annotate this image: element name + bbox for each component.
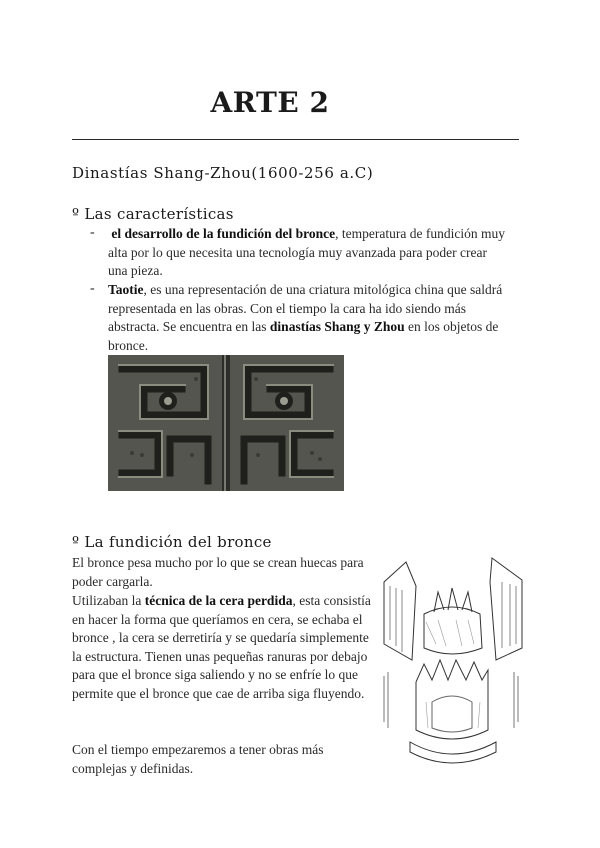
dynasties-term: dinastías Shang y Zhou bbox=[269, 319, 405, 334]
lost-wax-term: técnica de la cera perdida bbox=[144, 593, 293, 608]
page-title: ARTE 2 bbox=[210, 86, 330, 119]
casting-paragraph-3: Con el tiempo empezaremos a tener obras más complejas y definidas. bbox=[72, 742, 324, 776]
taotie-bronze-image bbox=[108, 355, 344, 491]
paragraph-text: , esta consistía en hacer la forma que queríamos en cera, se echaba el bronce , la cera se derretiría y se quedaría simplemente la estructura. Tienen unas pequeñas ranuras por debajo para que el bronce siga saliendo y no se enfríe lo que permite que el bronce que cae de arriba siga fluyendo. bbox=[72, 593, 371, 701]
casting-paragraph-2 bbox=[72, 592, 372, 704]
casting-paragraph-1: El bronce pesa mucho por lo que se crean huecas para poder cargarla. bbox=[72, 555, 364, 589]
bullet-marker: - bbox=[90, 281, 95, 296]
paragraph-text: Utilizaban la bbox=[72, 593, 145, 608]
dynasties-heading: Dinastías Shang-Zhou(1600-256 a.C) bbox=[72, 164, 374, 182]
bullet-taotie bbox=[108, 281, 508, 355]
casting-heading: º La fundición del bronce bbox=[72, 533, 272, 551]
bullet-text: , temperatura de fundición muy alta por lo que necesita una tecnología muy avanzada para poder crear una pieza. bbox=[108, 226, 505, 278]
characteristics-heading: º Las características bbox=[72, 205, 234, 223]
bullet-text: , es una representación de una criatura mitológica china que saldrá representada en las obras. Con el tiempo la cara ha ido siendo más abstracta. Se encuentra en las bbox=[108, 282, 503, 334]
lost-wax-mold-drawing bbox=[376, 552, 526, 770]
title-divider bbox=[72, 139, 519, 140]
bullet-text: en los objetos de bronce. bbox=[108, 319, 499, 353]
bullet-bold-text: el desarrollo de la fundición del bronce bbox=[111, 226, 336, 241]
bullet-bronze-casting bbox=[108, 225, 508, 281]
taotie-term: Taotie bbox=[108, 282, 144, 297]
bullet-marker: - bbox=[90, 225, 95, 240]
